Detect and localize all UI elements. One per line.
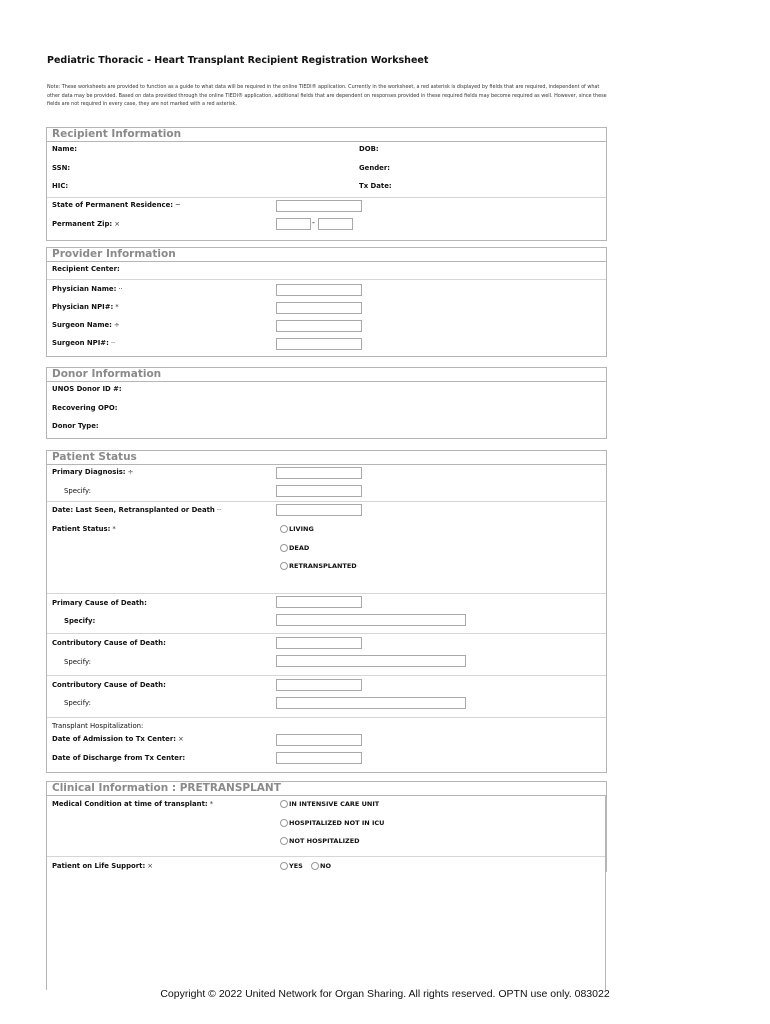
zip-dash: - — [312, 218, 315, 227]
unos-donor-id-label: UNOS Donor ID #: — [52, 385, 122, 393]
tx-date-label: Tx Date: — [359, 182, 392, 190]
radio-yes[interactable]: YES — [280, 862, 303, 870]
worksheet-note: Note: These worksheets are provided to function as a guide to what data will be required in the online TIEDI® application. Currently in the worksheet, a red asterisk is displayed by fields that are required, independent of what other data may be provided. Based on data provided through the online TIEDI® application, additional fields that are dependent on responses provided in these required fields may become required as well. However, since these fields are not required in every case, they are not marked with a red asterisk. — [47, 84, 607, 108]
physician-npi-input[interactable] — [276, 302, 362, 314]
radio-no[interactable]: NO — [311, 862, 331, 870]
state-residence-input[interactable] — [276, 200, 362, 212]
zip-extension-input[interactable] — [318, 218, 353, 230]
section-heading: Donor Information — [52, 368, 162, 380]
contributory-cause-2-specify-input[interactable] — [276, 697, 466, 709]
specify-label: Specify: — [64, 658, 91, 666]
recipient-information-section — [46, 127, 607, 241]
contributory-cause-1-specify-input[interactable] — [276, 655, 466, 667]
physician-name-label: Physician Name: ·· — [52, 285, 123, 293]
primary-cause-death-input[interactable] — [276, 596, 362, 608]
recipient-center-label: Recipient Center: — [52, 265, 120, 273]
section-heading: Recipient Information — [52, 128, 182, 140]
medical-condition-label: Medical Condition at time of transplant: * — [52, 800, 214, 808]
donor-type-label: Donor Type: — [52, 422, 99, 430]
copyright-footer: Copyright © 2022 United Network for Organ Sharing. All rights reserved. OPTN use only. 083022 — [160, 988, 610, 1000]
specify-label: Specify: — [64, 487, 91, 495]
patient-status-label: Patient Status: * — [52, 525, 116, 533]
primary-diagnosis-input[interactable] — [276, 467, 362, 479]
surgeon-npi-label: Surgeon NPI#: ·· — [52, 339, 116, 347]
radio-hospitalized-not-icu[interactable]: HOSPITALIZED NOT IN ICU — [280, 819, 384, 827]
physician-npi-label: Physician NPI#: * — [52, 303, 119, 311]
radio-retransplanted[interactable]: RETRANSPLANTED — [280, 562, 357, 570]
state-residence-label: State of Permanent Residence: ~ — [52, 201, 181, 209]
surgeon-npi-input[interactable] — [276, 338, 362, 350]
clinical-information-section — [46, 781, 607, 872]
patient-status-section — [46, 450, 607, 773]
contributory-cause-1-label: Contributory Cause of Death: — [52, 639, 166, 647]
section-border-left — [46, 795, 47, 990]
provider-information-section — [46, 247, 607, 357]
zip-input[interactable] — [276, 218, 311, 230]
recovering-opo-label: Recovering OPO: — [52, 404, 118, 412]
discharge-date-input[interactable] — [276, 752, 362, 764]
last-seen-date-input[interactable] — [276, 504, 362, 516]
specify-label: Specify: — [64, 699, 91, 707]
section-border-right — [605, 795, 606, 990]
radio-not-hospitalized[interactable]: NOT HOSPITALIZED — [280, 837, 360, 845]
contributory-cause-2-label: Contributory Cause of Death: — [52, 681, 166, 689]
radio-dead[interactable]: DEAD — [280, 544, 309, 552]
contributory-cause-2-input[interactable] — [276, 679, 362, 691]
physician-name-input[interactable] — [276, 284, 362, 296]
page-title: Pediatric Thoracic - Heart Transplant Recipient Registration Worksheet — [47, 55, 429, 66]
last-seen-label: Date: Last Seen, Retransplanted or Death ·· — [52, 506, 222, 514]
section-heading: Provider Information — [52, 248, 176, 260]
hic-label: HIC: — [52, 182, 69, 190]
admission-date-label: Date of Admission to Tx Center: × — [52, 735, 184, 743]
radio-living[interactable]: LIVING — [280, 525, 314, 533]
surgeon-name-input[interactable] — [276, 320, 362, 332]
primary-diagnosis-specify-input[interactable] — [276, 485, 362, 497]
permanent-zip-label: Permanent Zip: × — [52, 220, 120, 228]
surgeon-name-label: Surgeon Name: ÷ — [52, 321, 120, 329]
transplant-hospitalization-label: Transplant Hospitalization: — [52, 722, 144, 730]
dob-label: DOB: — [359, 145, 379, 153]
radio-icu[interactable]: IN INTENSIVE CARE UNIT — [280, 800, 379, 808]
life-support-label: Patient on Life Support: × — [52, 862, 153, 870]
primary-cause-death-label: Primary Cause of Death: — [52, 599, 147, 607]
section-heading: Clinical Information : PRETRANSPLANT — [52, 782, 281, 794]
section-heading: Patient Status — [52, 451, 137, 463]
gender-label: Gender: — [359, 164, 390, 172]
name-label: Name: — [52, 145, 78, 153]
ssn-label: SSN: — [52, 164, 71, 172]
admission-date-input[interactable] — [276, 734, 362, 746]
specify-label: Specify: — [64, 617, 96, 625]
donor-information-section — [46, 367, 607, 439]
discharge-date-label: Date of Discharge from Tx Center: — [52, 754, 186, 762]
primary-diagnosis-label: Primary Diagnosis: ÷ — [52, 468, 134, 476]
contributory-cause-1-input[interactable] — [276, 637, 362, 649]
primary-cause-specify-input[interactable] — [276, 614, 466, 626]
